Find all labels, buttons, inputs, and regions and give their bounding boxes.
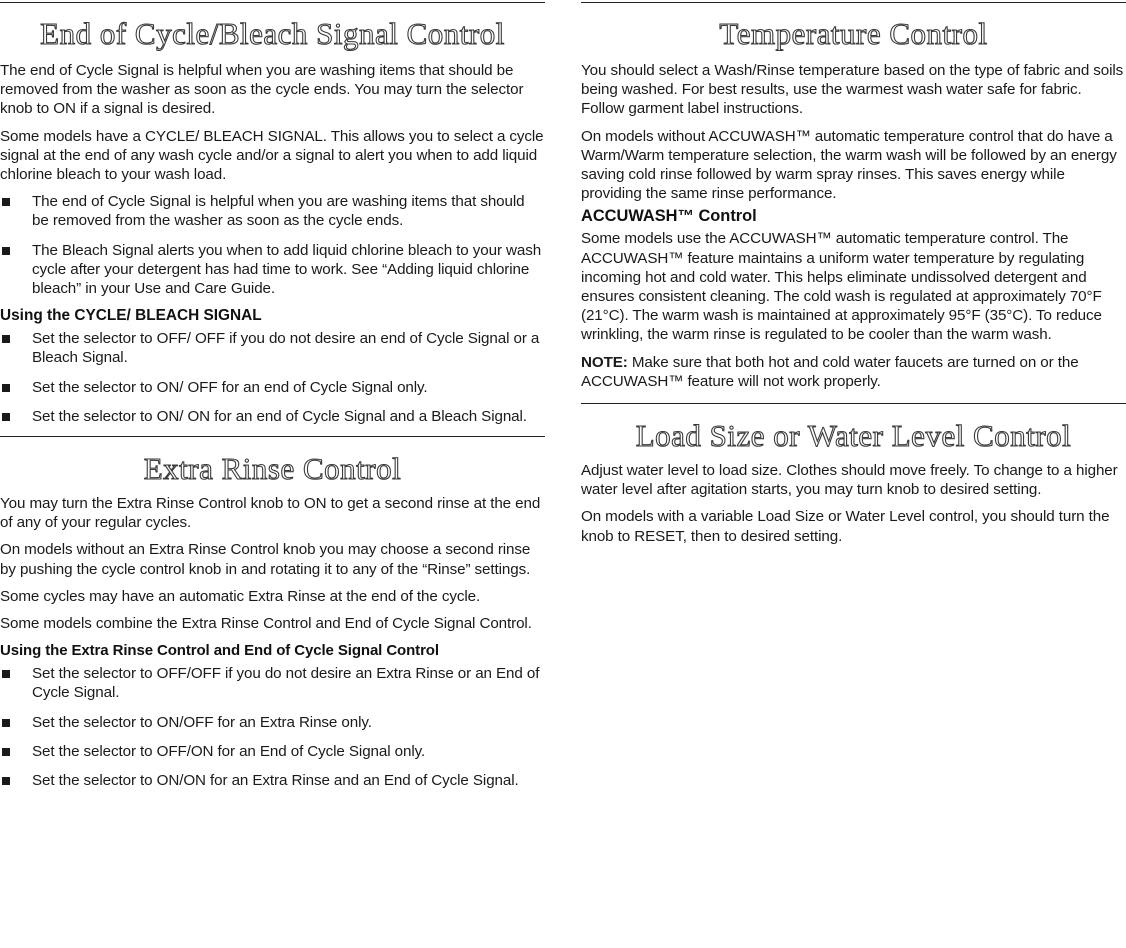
section-divider [581, 403, 1126, 404]
section-divider [0, 2, 545, 3]
paragraph: You may turn the Extra Rinse Control knob to ON to get a second rinse at the end of any of your regular cycles. [0, 495, 541, 532]
bullet-list [0, 664, 545, 790]
list-item: Set the selector to ON/ ON for an end of Cycle Signal and a Bleach Signal. [0, 407, 545, 426]
bullet-square-icon [2, 777, 10, 785]
paragraph: You should select a Wash/Rinse temperature based on the type of fabric and soils being washed. For best results, use the warmest wash water safe for fabric. Follow garment label instructions. [581, 62, 1124, 118]
paragraph: Some models use the ACCUWASH™ automatic temperature control. The ACCUWASH™ feature maintains a uniform water temperature by regulating incoming hot and cold water. This helps eliminate undissolved detergent and ensures consistent cleaning. The cold wash is regulated at approximately 70°F (21°C). The warm wash is maintained at approximately 95°F (35°C). To reduce wrinkling, the warm rinse is regulated to be cooler than the warm wash. [581, 230, 1102, 344]
section-divider [0, 436, 545, 437]
paragraph: On models without ACCUWASH™ automatic temperature control that do have a Warm/Warm temperature selection, the warm wash will be followed by an energy saving cold rinse followed by warm spray rinses. This saves energy while providing the same rinse performance. [581, 127, 1117, 203]
note-paragraph [581, 353, 1126, 391]
paragraph: On models without an Extra Rinse Control knob you may choose a second rinse by pushing the cycle control knob in and rotating it to any of the “Rinse” settings. [0, 541, 531, 578]
paragraph: Adjust water level to load size. Clothes should move freely. To change to a higher water level after agitation starts, you may turn knob to desired setting. [581, 462, 1118, 499]
list-item: Set the selector to ON/ON for an Extra Rinse and an End of Cycle Signal. [0, 771, 545, 790]
list-item: Set the selector to OFF/ON for an End of Cycle Signal only. [0, 742, 545, 761]
paragraph: The end of Cycle Signal is helpful when you are washing items that should be removed from the washer as soon as the cycle ends. You may turn the selector knob to ON if a signal is desired. [0, 62, 524, 118]
paragraph: On models with a variable Load Size or Water Level control, you should turn the knob to RESET, then to desired setting. [581, 508, 1110, 545]
paragraph: Some cycles may have an automatic Extra Rinse at the end of the cycle. [0, 587, 481, 605]
bullet-square-icon [2, 335, 10, 343]
bullet-square-icon [2, 413, 10, 421]
end-of-cycle-section [0, 2, 545, 426]
subheading: Using the Extra Rinse Control and End of Cycle Signal Control [0, 642, 439, 660]
list-item: The Bleach Signal alerts you when to add liquid chlorine bleach to your wash cycle after your detergent has had time to work. See “Adding liquid chlorine bleach” in your Use and Care Guide. [0, 241, 545, 299]
right-column [581, 0, 1126, 554]
bullet-list [0, 329, 545, 426]
left-column [0, 0, 545, 790]
bullet-square-icon [2, 670, 10, 678]
list-item: Set the selector to OFF/ OFF if you do not desire an end of Cycle Signal or a Bleach Signal. [0, 329, 545, 367]
list-item: Set the selector to OFF/OFF if you do not desire an Extra Rinse or an End of Cycle Signal. [0, 664, 545, 702]
section-title: Load Size or Water Level Control [635, 418, 1072, 454]
bullet-list [0, 192, 545, 298]
bullet-square-icon [2, 247, 10, 255]
list-item: Set the selector to ON/OFF for an Extra Rinse only. [0, 713, 545, 732]
section-title: End of Cycle/Bleach Signal Control [40, 16, 505, 51]
subheading: Using the CYCLE/ BLEACH SIGNAL [0, 307, 262, 325]
section-title: Extra Rinse Control [143, 451, 402, 487]
section-title: Temperature Control [719, 16, 988, 51]
section-divider [581, 2, 1126, 3]
subheading: ACCUWASH™ Control [581, 207, 757, 226]
list-item: The end of Cycle Signal is helpful when you are washing items that should be removed from the washer as soon as the cycle ends. [0, 192, 545, 230]
bullet-square-icon [2, 748, 10, 756]
bullet-square-icon [2, 719, 10, 727]
bullet-square-icon [2, 384, 10, 392]
temperature-section [581, 2, 1126, 391]
paragraph: Some models combine the Extra Rinse Control and End of Cycle Signal Control. [0, 615, 532, 633]
bullet-square-icon [2, 198, 10, 206]
note-label: NOTE: [581, 353, 628, 371]
load-size-section [581, 403, 1126, 546]
extra-rinse-section [0, 436, 545, 790]
paragraph: Some models have a CYCLE/ BLEACH SIGNAL. This allows you to select a cycle signal at the end of any wash cycle and/or a signal to alert you when to add liquid chlorine bleach to your wash load. [0, 127, 544, 184]
note-text: Make sure that both hot and cold water faucets are turned on or the ACCUWASH™ feature will not work properly. [581, 353, 1079, 390]
list-item: Set the selector to ON/ OFF for an end of Cycle Signal only. [0, 378, 545, 397]
